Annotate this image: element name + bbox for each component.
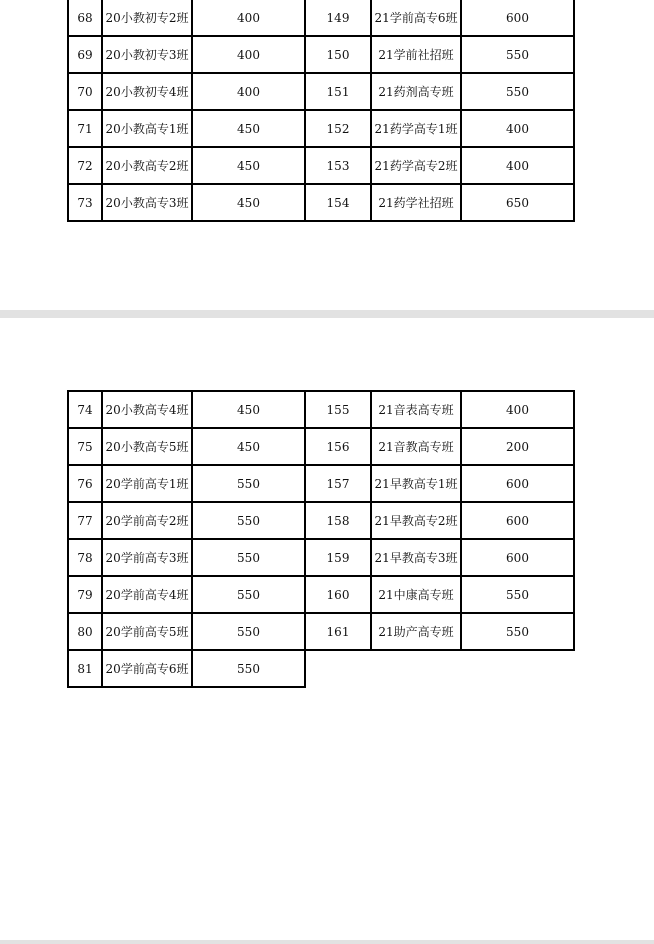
- row-number-cell: 74: [68, 391, 102, 428]
- row-number-cell: 159: [305, 539, 371, 576]
- table-row: [68, 502, 574, 539]
- class-name-cell: 20学前高专6班: [102, 650, 192, 687]
- row-number-cell: 73: [68, 184, 102, 221]
- class-name-cell: 21早教高专2班: [371, 502, 461, 539]
- table-row: [68, 36, 574, 73]
- row-number-cell: 75: [68, 428, 102, 465]
- amount-cell: 400: [192, 0, 305, 36]
- row-number-cell: 72: [68, 147, 102, 184]
- class-name-cell: 20学前高专5班: [102, 613, 192, 650]
- amount-cell: 450: [192, 184, 305, 221]
- table-row: [68, 576, 574, 613]
- amount-cell: 550: [192, 539, 305, 576]
- amount-cell: 550: [461, 613, 574, 650]
- amount-cell: 200: [461, 428, 574, 465]
- class-name-cell: 20小教高专3班: [102, 184, 192, 221]
- amount-cell: 550: [461, 73, 574, 110]
- class-name-cell: 21早教高专3班: [371, 539, 461, 576]
- class-name-cell: 20小教高专4班: [102, 391, 192, 428]
- class-name-cell: 20学前高专2班: [102, 502, 192, 539]
- table-row: [68, 539, 574, 576]
- fee-table-page-1: [67, 0, 575, 222]
- class-name-cell: 21音教高专班: [371, 428, 461, 465]
- amount-cell: 550: [192, 650, 305, 687]
- row-number-cell: 81: [68, 650, 102, 687]
- class-name-cell: 20小教初专3班: [102, 36, 192, 73]
- amount-cell: 550: [192, 613, 305, 650]
- row-number-cell: 161: [305, 613, 371, 650]
- row-number-cell: 157: [305, 465, 371, 502]
- amount-cell: 450: [192, 391, 305, 428]
- class-name-cell: 21药学高专2班: [371, 147, 461, 184]
- row-number-cell: 151: [305, 73, 371, 110]
- table-row: [68, 147, 574, 184]
- amount-cell: 450: [192, 147, 305, 184]
- row-number-cell: 156: [305, 428, 371, 465]
- amount-cell: 550: [192, 465, 305, 502]
- amount-cell: 400: [461, 391, 574, 428]
- amount-cell: 550: [192, 576, 305, 613]
- table-row: [68, 650, 574, 687]
- class-name-cell: 21学前社招班: [371, 36, 461, 73]
- class-name-cell: 21早教高专1班: [371, 465, 461, 502]
- table-row: [68, 613, 574, 650]
- amount-cell: [461, 650, 574, 687]
- amount-cell: 400: [461, 110, 574, 147]
- class-name-cell: 21音表高专班: [371, 391, 461, 428]
- class-name-cell: 20小教初专2班: [102, 0, 192, 36]
- table-row: [68, 0, 574, 36]
- amount-cell: 600: [461, 539, 574, 576]
- table-row: [68, 73, 574, 110]
- row-number-cell: 69: [68, 36, 102, 73]
- class-name-cell: 21药剂高专班: [371, 73, 461, 110]
- class-name-cell: [371, 650, 461, 687]
- class-name-cell: 21学前高专6班: [371, 0, 461, 36]
- table-row: [68, 184, 574, 221]
- table-row: [68, 428, 574, 465]
- class-name-cell: 20学前高专3班: [102, 539, 192, 576]
- page-separator-top: [0, 310, 654, 318]
- amount-cell: 550: [461, 576, 574, 613]
- table-row: [68, 391, 574, 428]
- class-name-cell: 21药学社招班: [371, 184, 461, 221]
- amount-cell: 450: [192, 110, 305, 147]
- row-number-cell: 71: [68, 110, 102, 147]
- row-number-cell: [305, 650, 371, 687]
- row-number-cell: 78: [68, 539, 102, 576]
- page-separator-bottom: [0, 940, 654, 944]
- amount-cell: 600: [461, 0, 574, 36]
- row-number-cell: 80: [68, 613, 102, 650]
- class-name-cell: 21助产高专班: [371, 613, 461, 650]
- fee-table-page-2: [67, 390, 575, 688]
- row-number-cell: 153: [305, 147, 371, 184]
- class-name-cell: 20小教高专2班: [102, 147, 192, 184]
- row-number-cell: 155: [305, 391, 371, 428]
- amount-cell: 550: [461, 36, 574, 73]
- class-name-cell: 20学前高专4班: [102, 576, 192, 613]
- table-row: [68, 110, 574, 147]
- row-number-cell: 152: [305, 110, 371, 147]
- amount-cell: 400: [192, 36, 305, 73]
- row-number-cell: 79: [68, 576, 102, 613]
- class-name-cell: 21中康高专班: [371, 576, 461, 613]
- amount-cell: 400: [192, 73, 305, 110]
- row-number-cell: 160: [305, 576, 371, 613]
- amount-cell: 600: [461, 502, 574, 539]
- class-name-cell: 21药学高专1班: [371, 110, 461, 147]
- row-number-cell: 68: [68, 0, 102, 36]
- amount-cell: 400: [461, 147, 574, 184]
- class-name-cell: 20小教高专1班: [102, 110, 192, 147]
- class-name-cell: 20学前高专1班: [102, 465, 192, 502]
- row-number-cell: 76: [68, 465, 102, 502]
- row-number-cell: 77: [68, 502, 102, 539]
- amount-cell: 650: [461, 184, 574, 221]
- row-number-cell: 150: [305, 36, 371, 73]
- amount-cell: 450: [192, 428, 305, 465]
- row-number-cell: 154: [305, 184, 371, 221]
- amount-cell: 550: [192, 502, 305, 539]
- table-row: [68, 465, 574, 502]
- class-name-cell: 20小教高专5班: [102, 428, 192, 465]
- amount-cell: 600: [461, 465, 574, 502]
- row-number-cell: 158: [305, 502, 371, 539]
- row-number-cell: 70: [68, 73, 102, 110]
- row-number-cell: 149: [305, 0, 371, 36]
- class-name-cell: 20小教初专4班: [102, 73, 192, 110]
